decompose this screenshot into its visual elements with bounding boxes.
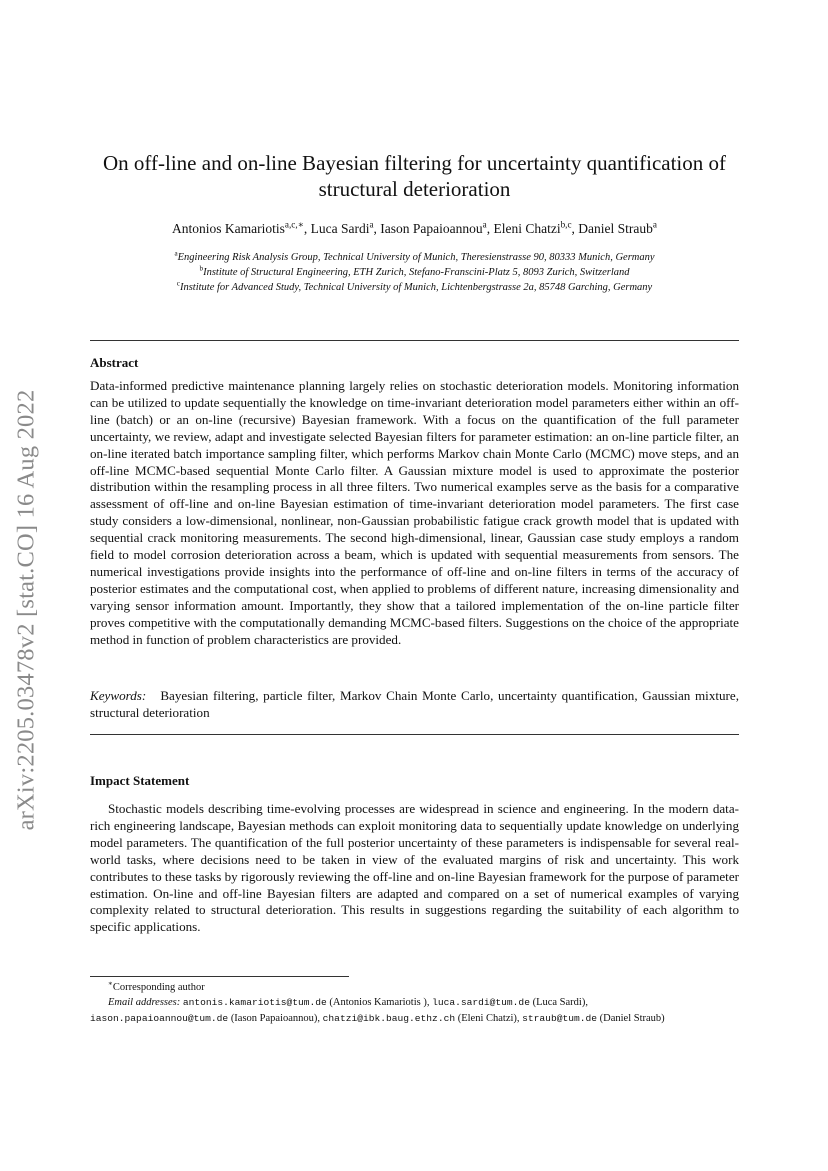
author-affiliation-mark: a (652, 219, 657, 230)
abstract-bottom-rule (90, 734, 739, 735)
footnotes (90, 980, 750, 1026)
author-name[interactable]: Iason Papaioannou (380, 221, 483, 236)
email-owner: (Daniel Straub) (599, 1012, 665, 1024)
author-name[interactable]: Eleni Chatzi (493, 221, 561, 236)
abstract-text: Data-informed predictive maintenance planning largely relies on stochastic deterioration models. Monitoring information can be utilized to update sequentially the knowledge on time-invariant deterioration model parameters either within an off-line (batch) or an on-line (recursive) Bayesian framework. With a focus on the quantification of the full parameter uncertainty, we review, adapt and investigate selected Bayesian filters for parameter estimation: an on-line particle filter, an on-line iterated batch importance sampling filter, which performs Markov chain Monte Carlo (MCMC) move steps, and an off-line MCMC-based sequential Monte Carlo filter. A Gaussian mixture model is used to approximate the posterior distribution within the resampling process in all three filters. Two numerical examples serve as the basis for a comparative assessment of off-line and on-line Bayesian estimation of time-invariant deterioration model parameters. The first case study considers a low-dimensional, nonlinear, non-Gaussian probabilistic fatigue crack growth model that is updated with sequential crack monitoring measurements. The second high-dimensional, linear, Gaussian case study employs a random field to model corrosion deterioration across a beam, which is updated with sequential measurements from sensors. The numerical investigations provide insights into the performance of off-line and on-line filters in terms of the accuracy of posterior estimates and the computational cost, when applied to problems of different nature, increasing dimensionality and varying sensor information amount. Importantly, they show that a tailored implementation of the on-line particle filter proves competitive with the computationally demanding MCMC-based filters. Suggestions on the choice of the appropriate method in function of problem characteristics are provided. (90, 378, 739, 647)
paper-title: On off-line and on-line Bayesian filtering for uncertainty quantification of structural deterioration (103, 151, 726, 201)
affiliation-list (90, 250, 739, 295)
email-link[interactable]: straub@tum.de (522, 1012, 597, 1024)
arxiv-identifier-stamp (2, 355, 50, 865)
email-label: Email addresses: (108, 997, 181, 1009)
email-link[interactable]: chatzi@ibk.baug.ethz.ch (322, 1012, 456, 1024)
email-owner: (Antonios Kamariotis ), (329, 997, 430, 1009)
affiliation-item (90, 265, 739, 280)
affiliation-mark: c (176, 279, 180, 288)
author-affiliation-mark: b,c (560, 219, 572, 230)
abstract-heading: Abstract (90, 355, 139, 370)
impact-heading: Impact Statement (90, 773, 190, 788)
email-link[interactable]: iason.papaioannou@tum.de (90, 1012, 229, 1024)
email-link[interactable]: luca.sardi@tum.de (432, 997, 530, 1009)
email-owner: (Iason Papaioannou), (230, 1012, 321, 1024)
email-line-2 (90, 1011, 750, 1026)
affiliation-mark: b (199, 264, 204, 273)
corresponding-author-note (90, 980, 750, 995)
corresponding-text: Corresponding author (112, 982, 205, 993)
author-name[interactable]: Daniel Straub (578, 221, 653, 236)
corresponding-mark: ∗ (108, 979, 113, 988)
affiliation-text: Institute for Advanced Study, Technical University of Munich, Lichtenbergstrasse 2a, 85748 Garching, Germany (179, 282, 653, 293)
arxiv-identifier-text: arXiv:2205.03478v2 [stat.CO] 16 Aug 2022 (12, 389, 39, 831)
author-affiliation-mark: a (369, 219, 374, 230)
affiliation-text: Institute of Structural Engineering, ETH Zurich, Stefano-Franscini-Platz 5, 8093 Zurich, Switzerland (203, 267, 630, 278)
email-link[interactable]: antonis.kamariotis@tum.de (182, 997, 327, 1009)
email-owner: (Eleni Chatzi), (457, 1012, 520, 1024)
email-line-1 (90, 995, 750, 1010)
author-affiliation-mark: a (482, 219, 487, 230)
email-owner: (Luca Sardi), (532, 997, 588, 1009)
affiliation-text: Engineering Risk Analysis Group, Technical University of Munich, Theresienstrasse 90, 80333 Munich, Germany (177, 252, 655, 263)
affiliation-item (90, 280, 739, 295)
author-name[interactable]: Luca Sardi (310, 221, 370, 236)
author-affiliation-mark: a,c,∗ (284, 219, 304, 230)
abstract-top-rule (90, 340, 739, 341)
affiliation-mark: a (174, 249, 178, 258)
keywords-text: Bayesian filtering, particle filter, Markov Chain Monte Carlo, uncertainty quantification, Gaussian mixture, structural deterioration (90, 688, 739, 720)
impact-text: Stochastic models describing time-evolving processes are widespread in science and engineering. In the modern data-rich engineering landscape, Bayesian methods can exploit monitoring data to sequentially update knowledge on underlying model parameters. The quantification of the full posterior uncertainty of these parameters is indispensable for several real-world tasks, where decisions need to be taken in view of the evaluated margins of risk and uncertainty. This work contributes to these tasks by rigorously reviewing the off-line and on-line Bayesian framework for the purpose of parameter estimation. On-line and off-line Bayesian filters are adapted and compared on a set of numerical examples of varying complexity related to structural deterioration. This results in suggestions regarding the suitability of each algorithm to specific applications. (90, 801, 739, 935)
footnote-rule (90, 976, 349, 977)
affiliation-item (90, 250, 739, 265)
keywords-label: Keywords: (90, 688, 147, 703)
author-list: Antonios Kamariotis$^{a,c,∗}$, Luca Sardi$^a$, Iason Papaioannou$^a$, Eleni Chatzi$^{b,c}$, Daniel Straub$^a$ (172, 219, 657, 236)
author-name[interactable]: Antonios Kamariotis (172, 221, 285, 236)
keywords (90, 688, 739, 722)
